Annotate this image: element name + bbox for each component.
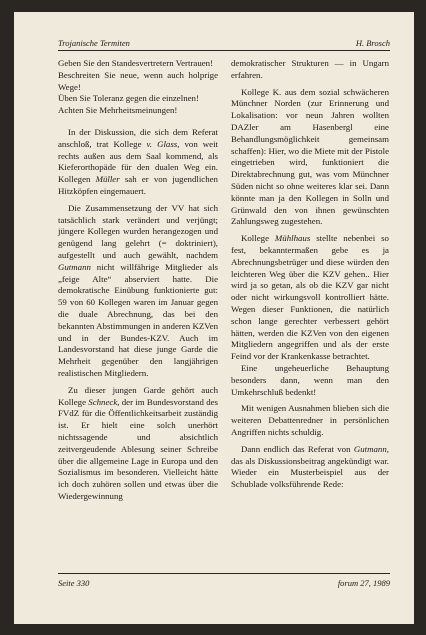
page-footer xyxy=(58,578,390,588)
verse-line: Achten Sie Mehrheitsmeinungen! xyxy=(58,105,178,116)
person-name: Schneck xyxy=(88,396,118,407)
paragraph: Zu dieser jungen Garde gehört auch Kollege Schneck, der im Bundesvorstand des FVdZ für die Öffentlichkeitsarbeit zuständig ist. Er hielt eine solch unerhört nichtssagende und absichtlich zeitvergeudende Ablesung seiner Schreibe über die allgemeine Lage in Europa und den Sozialismus im besonderen. Vielleicht hätte ich doch zuhören sollen und etwas über die Wiedergewinnung xyxy=(58,384,218,501)
paragraph: Mit wenigen Ausnahmen blieben sich die weiteren Debattenredner in persönlichen Angriffen nichts schuldig. xyxy=(231,403,389,437)
person-name: Mühlhaus xyxy=(274,233,311,244)
paragraph: Eine ungeheuerliche Behauptung besonders dann, wenn man den Umkehrschluß bedenkt! xyxy=(231,362,389,397)
document-page xyxy=(14,12,414,624)
verse-line: Üben Sie Toleranz gegen die einzelnen! xyxy=(58,93,199,104)
person-name: v. Glass xyxy=(146,138,178,149)
person-name: Gutmann xyxy=(58,261,91,272)
verse-line: Geben Sie den Standesvertretern Vertrauen! xyxy=(58,58,214,68)
person-name: Müller xyxy=(95,174,120,185)
person-name: Gutmann xyxy=(353,443,387,454)
journal-issue: forum 27, 1989 xyxy=(337,578,390,588)
footer-rule xyxy=(58,573,390,574)
page-number: Seite 330 xyxy=(58,578,90,588)
left-column xyxy=(58,58,218,508)
paragraph: Kollege Mühlhaus stellte nebenbei so fest, bekanntermaßen gebe es ja Abrechnungsbetrüger und diese würden den leichteren Weg über die KZV gehen.. Hier wird ja so getan, als ob die KZV gar nicht oder nicht wirkungsvoll kontrolliert hätte. Wegen dieser Funktionen, die natürlich schon lange gerechter verbessert gehört hätten, werden die KZVen von den eigenen Mitgliedern angegriffen und als der erste Feind vor der Krankenkasse betrachtet. xyxy=(231,233,389,362)
paragraph: Kollege K. aus dem sozial schwächeren Münchner Norden (zur Erinnerung und Lokalisation: vor neun Jahren wollten DAZler am Hasenbergl eine Behandlungsmöglichkeit gemeinsam schaffen): Hier, wo die Miete mit der Pistole eingetrieben wird, funktioniert die Direktabrechnung gut, was vom Münchner Süden nicht so ohne weiteres klar sei. Dann könnte man ja den Kollegen in Solln und Grünwald den von ihnen gewünschten Zahlungsweg zugestehen. xyxy=(231,86,389,227)
paragraph: demokratischer Strukturen — in Ungarn erfahren. xyxy=(231,58,389,80)
paragraph: In der Diskussion, die sich dem Referat anschloß, trat Kollege v. Glass, von weit rechts außen aus dem Saal kommend, als Kieferorthopäde für den dualen Weg ein. Kollegen Müller sah er von jugendlichen Hitzköpfen eingemauert. xyxy=(58,126,218,196)
paragraph: Dann endlich das Referat von Gutmann, das als Diskussionsbeitrag angekündigt war. Wieder ein Musterbeispiel aus der Schublade volksführende Rede: xyxy=(231,443,389,490)
verse-block xyxy=(58,58,218,117)
running-header xyxy=(58,38,390,48)
header-rule xyxy=(58,50,390,51)
header-title: Trojanische Termiten xyxy=(58,38,130,48)
right-column xyxy=(231,58,389,496)
verse-line: Beschreiten Sie neue, wenn auch holprige Wege! xyxy=(58,69,218,92)
paragraph: Die Zusammensetzung der VV hat sich tatsächlich stark verändert und verjüngt; jüngere Kollegen wurden herangezogen und genügend lang gelehrt (= doktriniert), aufgestellt und auch gewählt, nachdem Gutmann nicht willfährige Mitglieder als „feige Alte“ abserviert hatte. Die demokratische Einübung funktionierte gut: 59 von 60 Kollegen waren im Januar gegen die duale Abrechnung, das bei den bekannten Abstimmungen in anderen KZVen und in der Bundes-KZV. Auch im Landesvorstand hat diese junge Garde die Mehrheit gegenüber den langjährigen realistischen Mitgliedern. xyxy=(58,202,218,378)
header-author: H. Brosch xyxy=(355,38,390,48)
